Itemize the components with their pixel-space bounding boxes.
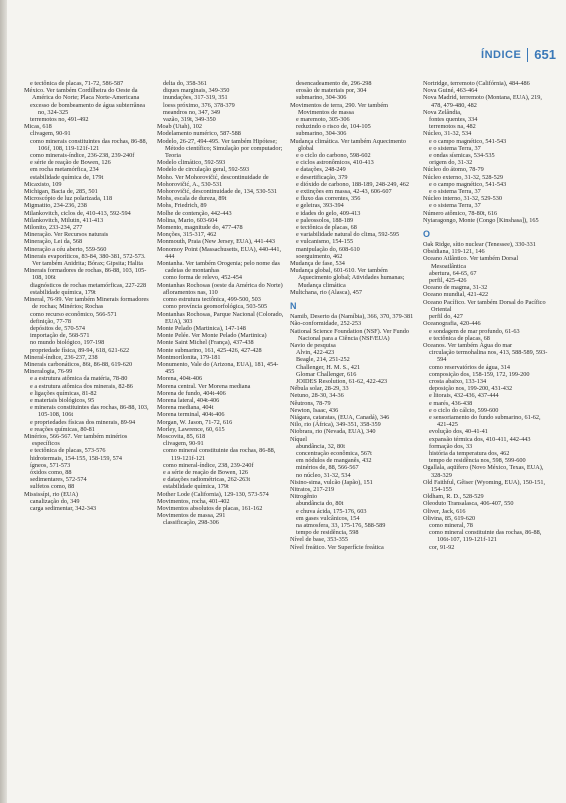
index-subentry: perfil, 425-426 bbox=[429, 277, 467, 285]
index-subentry: no mundo biológico, 197-198 bbox=[30, 339, 105, 347]
index-entry: Mudança climática. Ver também Aquecimento global bbox=[290, 137, 406, 152]
index-subentry: abundância, 32, 80t bbox=[296, 442, 345, 450]
index-subentry: e extinções em massa, 42-43, 606-607 bbox=[296, 188, 392, 196]
index-subentry: perfil do, 427 bbox=[429, 313, 463, 321]
index-subentry: e sensoriamento do fundo submarino, 61-62, 421-425 bbox=[429, 413, 541, 429]
index-subentry: como mineral, 78 bbox=[429, 521, 473, 529]
index-entry: Netuno, 28-30, 34-36 bbox=[290, 392, 344, 400]
index-subentry: Challenger, H. M. S., 421 bbox=[296, 363, 361, 371]
index-entry: Molina, Mario, 603-604 bbox=[157, 216, 218, 224]
index-subentry: e o sistema Terra, 37 bbox=[429, 202, 481, 210]
index-subentry: canalização do, 349 bbox=[30, 497, 80, 505]
index-subentry: e sondagem de mar profundo, 61-63 bbox=[429, 327, 520, 335]
index-entry: Minérios, 566-567. Ver também minérios específicos bbox=[24, 432, 128, 448]
index-column-3 bbox=[290, 80, 417, 795]
index-subentry: em gases vulcânicos, 154 bbox=[296, 514, 360, 522]
index-subentry: estabilidade química de, 179t bbox=[30, 173, 104, 181]
index-entry: Oleoduto Transalasca, 406-407, 550 bbox=[423, 500, 514, 508]
index-entry: Núcleo do átomo, 78-79 bbox=[423, 166, 484, 174]
index-subentry: composição dos, 158-159, 172, 199-200 bbox=[429, 370, 530, 378]
index-column-4 bbox=[423, 80, 550, 795]
index-subentry: e reações químicas, 80-81 bbox=[30, 425, 95, 433]
index-entry: Monmouth, Praia (New Jersey, EUA), 441-443 bbox=[157, 238, 275, 246]
index-entry: Morena central. Ver Morena mediana bbox=[157, 382, 251, 390]
index-entry: Oceano Pacífico. Ver também Dorsal do Pacífico Oriental bbox=[423, 298, 546, 313]
index-subentry: e geleiras, 393-394 bbox=[296, 202, 344, 210]
index-subentry: classificação, 298-306 bbox=[163, 519, 219, 527]
index-entry: Núcleo interno, 31-32, 529-530 bbox=[423, 195, 502, 203]
index-entry: Micas, 618 bbox=[24, 123, 52, 131]
index-subentry: e o ciclo do carbono, 598-602 bbox=[296, 152, 371, 160]
index-subentry: circulação termohalina nos, 413, 588-589, 593-594 bbox=[429, 349, 548, 364]
index-subentry: e marés, 436-438 bbox=[429, 399, 473, 407]
index-subentry: e datações radiométricas, 262-263t bbox=[163, 476, 251, 484]
index-entry: Molhe de contenção, 442-443 bbox=[157, 209, 232, 217]
index-subentry: clivagem, 90-91 bbox=[30, 130, 71, 138]
index-subentry: no núcleo, 31-32, 534 bbox=[296, 471, 351, 479]
index-entry: Newton, Isaac, 436 bbox=[290, 406, 339, 414]
index-entry: Migmatito, 234-236, 238 bbox=[24, 202, 87, 210]
index-entry: Mineração. Ver Recursos naturais bbox=[24, 231, 109, 239]
index-subentry: diagnósticos de rochas metamórficas, 227-228 bbox=[30, 281, 147, 289]
index-subentry: e minerais constituintes das rochas, 86-88, 103, 105-108, 106t bbox=[30, 404, 149, 419]
index-entry: Nêutrons, 78-79 bbox=[290, 399, 331, 407]
header-divider bbox=[527, 48, 528, 62]
index-entry: Morley, Lawrence, 60, 615 bbox=[157, 425, 225, 433]
index-entry: Núcleo, 31-32, 534 bbox=[423, 130, 472, 138]
index-entry: Nortridge, terremoto (Califórnia), 484-486 bbox=[423, 80, 530, 87]
index-subentry: minérios de, 88, 566-567 bbox=[296, 464, 359, 472]
index-subentry: definição, 77-78 bbox=[30, 317, 71, 325]
index-subentry: clivagem, 90-91 bbox=[163, 440, 204, 448]
index-entry: Modelo climático, 592-593 bbox=[157, 159, 226, 167]
index-entry: Niágara, cataratas, (EUA, Canadá), 346 bbox=[290, 413, 390, 421]
index-entry: Oliver, Jack, 616 bbox=[423, 507, 466, 515]
index-entry: Nitrogênio bbox=[290, 493, 318, 501]
index-entry: Número atômico, 78-80t, 616 bbox=[423, 209, 498, 217]
index-entry: Nova Madrid, terremoto (Montana, EUA), 219, 478, 479-480, 482 bbox=[423, 94, 542, 109]
index-subentry: diques marginais, 349-350 bbox=[163, 87, 230, 95]
index-subentry: manipulação do, 608-610 bbox=[296, 245, 360, 253]
index-entry: Níquel bbox=[290, 435, 308, 443]
index-subentry: estabilidade química, 179t bbox=[163, 483, 229, 491]
index-subentry: e variabilidade natural do clima, 592-595 bbox=[296, 231, 400, 239]
index-subentry: importação de, 568-571 bbox=[30, 332, 90, 340]
index-subentry: como recurso econômico, 566-571 bbox=[30, 310, 117, 318]
index-entry: Moho. Ver Mohorovičić, descontinuidade de bbox=[157, 173, 269, 181]
index-subentry: como minerais constituintes das rochas, 86-88, 106f, 108, 119-121f-121 bbox=[30, 137, 148, 152]
section-title: ÍNDICE bbox=[481, 48, 522, 61]
index-entry: Nisino-sima, vulcão (Japão), 151 bbox=[290, 478, 373, 486]
index-subentry: e datações, 248-249 bbox=[296, 166, 346, 174]
index-subentry: e tectônica de placas, 71-72, 586-587 bbox=[30, 80, 124, 87]
index-column-1 bbox=[24, 80, 151, 795]
index-subentry: como estrutura tectônica, 499-500, 503 bbox=[163, 296, 261, 304]
index-entry: Minerais formadores de rochas, 86-88, 103, 105-108, 106t bbox=[24, 267, 147, 282]
index-entry: Multchana, rio (Alasca), 457 bbox=[290, 288, 363, 296]
index-entry: Obsidiana, 119-121, 146 bbox=[423, 248, 485, 256]
index-entry: Mohs, escala de dureza, 89t bbox=[157, 195, 227, 203]
index-entry: Movimentos absolutos de placas, 161-162 bbox=[157, 504, 263, 512]
index-entry: Old Faithful, Gêiser (Wyoming, EUA), 150-151, 154-155 bbox=[423, 478, 546, 493]
index-entry: Milankovitch, Milutin, 411-413 bbox=[24, 216, 104, 224]
index-entry: Monte submarino, 161, 425-426, 427-428 bbox=[157, 346, 262, 354]
index-entry: Nitratos, 217-219 bbox=[290, 485, 335, 493]
index-entry: Morena terminal, 404t-406 bbox=[157, 411, 225, 419]
index-subentry: como mineral constituinte das rochas, 86-88, 106t-107, 119-121f-121 bbox=[429, 529, 542, 544]
index-subentry: e a estrutura atômica dos minerais, 82-86 bbox=[30, 382, 133, 390]
index-subentry: e a série de reação de Bowen, 126 bbox=[163, 468, 249, 476]
index-subentry: origem do, 31-32 bbox=[429, 159, 473, 167]
index-subentry: na atmosfera, 33, 175-176, 588-589 bbox=[296, 521, 386, 529]
index-entry: Movimentos, rocha, 401-402 bbox=[157, 497, 230, 505]
index-subentry: e ciclos astronômicos, 410-413 bbox=[296, 159, 374, 167]
index-subentry: delta do, 358-361 bbox=[163, 80, 207, 87]
index-subentry: hidrotermais, 154-155, 158-159, 574 bbox=[30, 454, 123, 462]
index-entry: Nível freático. Ver Superfície freática bbox=[290, 543, 384, 551]
index-letter-heading: O bbox=[423, 229, 431, 240]
index-subentry: e o campo magnético, 541-543 bbox=[429, 180, 507, 188]
index-entry: Nébula solar, 28-29, 33 bbox=[290, 385, 349, 393]
index-entry: Niobrara, rio (Nevada, EUA), 340 bbox=[290, 428, 376, 436]
index-subentry: expansão térmica dos, 410-411, 442-443 bbox=[429, 435, 531, 443]
index-entry: Morena lateral, 404t-406 bbox=[157, 396, 220, 404]
index-subentry: JOIDES Resolution, 61-62, 422-423 bbox=[296, 377, 388, 385]
index-subentry: evolução dos, 40-41-41 bbox=[429, 428, 488, 436]
index-columns bbox=[24, 80, 559, 795]
index-entry: Micaxisto, 109 bbox=[24, 180, 62, 188]
index-subentry: submarino, 304-306 bbox=[296, 94, 347, 102]
index-subentry: Alvin, 422-423 bbox=[296, 349, 335, 357]
index-entry: Oceano de magma, 31-32 bbox=[423, 284, 488, 292]
book-spine-shadow bbox=[0, 0, 7, 803]
index-entry: Oceano mundial, 421-422 bbox=[423, 291, 489, 299]
index-subentry: e maremoto, 305-306 bbox=[296, 116, 350, 124]
index-subentry: loess próximo, 376, 378-379 bbox=[163, 101, 235, 109]
index-entry: Montanhas Rochosas (oeste da América do Norte) bbox=[157, 281, 283, 289]
index-subentry: e materiais biológicos, 95 bbox=[30, 396, 95, 404]
index-subentry: concentração econômica, 567t bbox=[296, 449, 372, 457]
index-subentry: e o ciclo do cálcio, 599-600 bbox=[429, 406, 499, 414]
index-subentry: ígneos, 571-573 bbox=[30, 461, 71, 469]
index-entry: Movimentos de terra, 290. Ver também Movimentos de massa bbox=[290, 101, 388, 116]
index-column-2 bbox=[157, 80, 284, 795]
index-entry: Oldham, R. D., 528-529 bbox=[423, 493, 484, 501]
index-entry: Mississípi, rio (EUA) bbox=[24, 490, 78, 498]
index-subentry: propriedade física, 89-94, 618, 621-622 bbox=[30, 346, 130, 354]
index-entry: Michigan, Bacia de, 285, 501 bbox=[24, 188, 98, 196]
index-entry: Morena, 404t-406 bbox=[157, 375, 203, 383]
index-subentry: tempo de residência, 598 bbox=[296, 529, 359, 537]
index-entry: Morena mediana, 404t bbox=[157, 404, 214, 412]
index-entry: Mohorovičić, A., 530-531 bbox=[157, 180, 223, 188]
page-number: 651 bbox=[534, 47, 556, 62]
index-entry: Navio de pesquisa bbox=[290, 341, 336, 349]
index-entry: Montanha. Ver também Orogenia; pelo nome das cadeias de montanhas bbox=[157, 260, 280, 275]
index-letter-heading: N bbox=[290, 301, 297, 312]
index-entry: Montanhas Rochosas, Parque Nacional (Colorado, EUA), 303 bbox=[157, 310, 284, 325]
index-entry: Mineralogia, 76-99 bbox=[24, 368, 73, 376]
index-entry: Milonito, 233-234, 277 bbox=[24, 224, 83, 232]
index-subentry: como forma de relevo, 452-454 bbox=[163, 274, 242, 282]
index-entry: Nível de base, 353-355 bbox=[290, 536, 348, 544]
index-subentry: abertura, 64-65, 67 bbox=[429, 269, 477, 277]
index-entry: Mohorovičić, descontinuidade de, 134, 530-531 bbox=[157, 188, 277, 196]
index-subentry: e dióxido de carbono, 188-189, 248-249, 462 bbox=[296, 180, 410, 188]
index-subentry: em rocha metamórfica, 234 bbox=[30, 166, 99, 174]
index-subentry: cor, 91-92 bbox=[429, 543, 455, 551]
index-subentry: e propriedades físicas dos minerais, 89-94 bbox=[30, 418, 136, 426]
index-entry: Monte Pelée. Ver Monte Pelado (Martinica) bbox=[157, 332, 267, 340]
index-subentry: e litorais, 432-436, 437-444 bbox=[429, 392, 499, 400]
index-entry: National Science Foundation (NSF). Ver Fundo Nacional para a Ciência (NSF/EUA) bbox=[290, 327, 409, 342]
index-entry: Mohs, Friedrich, 89 bbox=[157, 202, 207, 210]
index-subentry: estabilidade química, 179t bbox=[30, 288, 96, 296]
index-entry: Milankovitch, ciclos de, 410-413, 592-594 bbox=[24, 209, 131, 217]
index-entry: Monte Pelado (Martinica), 147-148 bbox=[157, 324, 246, 332]
index-entry: Mineral, 76-99. Ver também Minerais formadores de rochas; Minérios; Rochas bbox=[24, 296, 149, 311]
index-entry: Minerais carbonáticos, 86t, 86-88, 619-620 bbox=[24, 360, 133, 368]
index-subentry: e ligações químicas, 81-82 bbox=[30, 389, 97, 397]
index-subentry: e o sistema Terra, 37 bbox=[429, 188, 481, 196]
index-entry: Nova Guiné, 463-464 bbox=[423, 87, 478, 95]
index-entry: Mudança de fase, 534 bbox=[290, 260, 345, 268]
index-subentry: erosão de materiais por, 304 bbox=[296, 87, 367, 95]
index-subentry: e idades do gelo, 409-413 bbox=[296, 209, 361, 217]
index-entry: Mudança global, 601-610. Ver também Aquecimento global; Atividades humanas; Mudança climática bbox=[290, 267, 405, 289]
index-entry: Morgan, W. Jason, 71-72, 616 bbox=[157, 418, 233, 426]
index-subentry: como mineral-índice, 238, 239-240f bbox=[163, 461, 254, 469]
index-entry: Namib, Deserto da (Namíbia), 366, 370, 379-381 bbox=[290, 313, 414, 321]
index-subentry: e tectônica de placas, 573-576 bbox=[30, 447, 106, 455]
index-subentry: e o sistema Terra, 37 bbox=[429, 144, 481, 152]
index-subentry: e desertificação, 379 bbox=[296, 173, 348, 181]
index-subentry: e a estrutura atômica da matéria, 78-80 bbox=[30, 375, 128, 383]
index-entry: Morena de fundo, 404t-406 bbox=[157, 389, 226, 397]
index-entry: Mineral-índice, 236-237, 238 bbox=[24, 353, 98, 361]
index-entry: Modelo, 26-27, 494-495. Ver também Hipótese; Método científico; Simulação por computador; Teoria bbox=[157, 137, 283, 160]
index-entry: Núcleo externo, 31-32, 528-529 bbox=[423, 173, 504, 181]
index-subentry: reduzindo o risco de, 104-105 bbox=[296, 123, 371, 131]
index-entry: Momento, magnitude do, 477-478 bbox=[157, 224, 243, 232]
index-entry: Nyiaragongo, Monte (Congo [Kinshasa]), 165 bbox=[423, 216, 539, 224]
index-entry: Oceano Atlântico. Ver também Dorsal Mesoatlântica bbox=[423, 255, 519, 270]
index-subentry: abundância do, 80t bbox=[296, 500, 344, 508]
index-entry: Monte Saint Michel (França), 437-438 bbox=[157, 339, 254, 347]
index-entry: Mineração a céu aberto, 559-560 bbox=[24, 245, 107, 253]
index-subentry: carga sedimentar, 342-343 bbox=[30, 504, 97, 512]
index-entry: Modelamento numérico, 587-588 bbox=[157, 130, 241, 138]
index-subentry: em nódulos de manganês, 432 bbox=[296, 457, 372, 465]
index-entry: Olivina, 85, 619-620 bbox=[423, 514, 476, 522]
index-subentry: crosta abaixo, 133-134 bbox=[429, 377, 487, 385]
index-subentry: tempo de residência nos, 598, 599-600 bbox=[429, 457, 526, 465]
index-entry: Monomoy Point (Massachusetts, EUA), 440-441, 444 bbox=[157, 245, 282, 260]
index-entry: Nilo, rio (África), 349-351, 358-359 bbox=[290, 421, 381, 429]
index-entry: Montmorilonita, 179-181 bbox=[157, 353, 221, 361]
index-subentry: depósitos de, 570-574 bbox=[30, 324, 86, 332]
index-entry: Oceanografia, 420-446 bbox=[423, 320, 481, 328]
index-subentry: história da temperatura dos, 462 bbox=[429, 449, 510, 457]
index-subentry: inundações, 317-319, 351 bbox=[163, 94, 228, 102]
index-subentry: formação dos, 33 bbox=[429, 442, 473, 450]
index-subentry: sedimentares, 572-574 bbox=[30, 476, 87, 484]
index-entry: Monções, 315-317, 462 bbox=[157, 231, 217, 239]
index-subentry: como minerais-índice, 236-238, 239-240f bbox=[30, 152, 135, 160]
index-subentry: desencadeamento de, 296-298 bbox=[296, 80, 372, 87]
index-subentry: e o campo magnético, 541-543 bbox=[429, 137, 507, 145]
index-subentry: sulfetos como, 88 bbox=[30, 483, 75, 491]
index-entry: Nova Zelândia, bbox=[423, 108, 462, 116]
index-entry: Oak Ridge, sítio nuclear (Tenessee), 330-331 bbox=[423, 241, 536, 249]
index-subentry: vazão, 319t, 349-350 bbox=[163, 116, 216, 124]
index-subentry: terremotos no, 491-492 bbox=[30, 116, 89, 124]
index-subentry: e tectônica de placas, 68 bbox=[296, 224, 357, 232]
index-entry: Oceanos. Ver também Água do mar bbox=[423, 341, 513, 349]
index-entry: Mother Lode (California), 129-130, 573-574 bbox=[157, 490, 269, 498]
index-subentry: e vulcanismo, 154-155 bbox=[296, 238, 354, 246]
index-entry: Não-conformidade, 252-253 bbox=[290, 320, 362, 328]
page-header bbox=[481, 47, 556, 62]
index-subentry: fontes quentes, 334 bbox=[429, 116, 478, 124]
index-subentry: terremotos na, 482 bbox=[429, 123, 476, 131]
index-entry: Ogallala, aqüífero (Novo México, Texas, EUA), 328-329 bbox=[423, 464, 544, 479]
index-subentry: e paleossolos, 188-189 bbox=[296, 216, 354, 224]
index-subentry: deposição nos, 199-200, 431-432 bbox=[429, 385, 513, 393]
index-subentry: e ondas sísmicas, 534-535 bbox=[429, 152, 495, 160]
index-subentry: afloramentos nas, 110 bbox=[163, 288, 218, 296]
index-entry: Microscópio de luz polarizada, 118 bbox=[24, 195, 113, 203]
index-subentry: Beagle, 214, 251-252 bbox=[296, 356, 350, 364]
index-entry: Monumento, Vale do (Arizona, EUA), 181, 454-455 bbox=[157, 360, 279, 376]
index-subentry: óxidos como, 88 bbox=[30, 468, 72, 476]
index-subentry: e fluxo das correntes, 356 bbox=[296, 195, 361, 203]
index-entry: Movimentos de massa, 291 bbox=[157, 512, 226, 520]
index-subentry: Glomar Challenger, 616 bbox=[296, 370, 357, 378]
index-entry: México. Ver também Cordilheira do Oeste da América do Norte; Placa Norte-Americana bbox=[24, 87, 140, 102]
index-subentry: e chuva ácida, 175-176, 603 bbox=[296, 507, 367, 515]
index-subentry: como reservatórios de água, 314 bbox=[429, 363, 511, 371]
index-subentry: como mineral constituinte das rochas, 86-88, 119-121f-121 bbox=[163, 447, 276, 462]
index-entry: Modelo de circulação geral, 592-593 bbox=[157, 166, 250, 174]
index-subentry: soerguimento, 462 bbox=[296, 252, 343, 260]
index-subentry: como província geomorfológica, 503-505 bbox=[163, 303, 268, 311]
index-entry: Moab (Utah), 102 bbox=[157, 123, 202, 131]
index-subentry: excesso de bombeamento de água subterrânea no, 324-325 bbox=[30, 101, 146, 116]
index-subentry: submarino, 304-306 bbox=[296, 130, 347, 138]
index-entry: Moscovita, 85, 618 bbox=[157, 432, 206, 440]
index-subentry: e tectônica de placas, 68 bbox=[429, 334, 490, 342]
index-subentry: meandros no, 347, 349 bbox=[163, 108, 221, 116]
index-subentry: e série de reação de Bowen, 126 bbox=[30, 159, 111, 167]
index-entry: Minerais evaporíticos, 83-84, 380-381, 572-573. Ver também Anidrita; Bórax; Gipsita; Halita bbox=[24, 252, 146, 268]
index-entry: Mineração, Lei da, 568 bbox=[24, 238, 83, 246]
